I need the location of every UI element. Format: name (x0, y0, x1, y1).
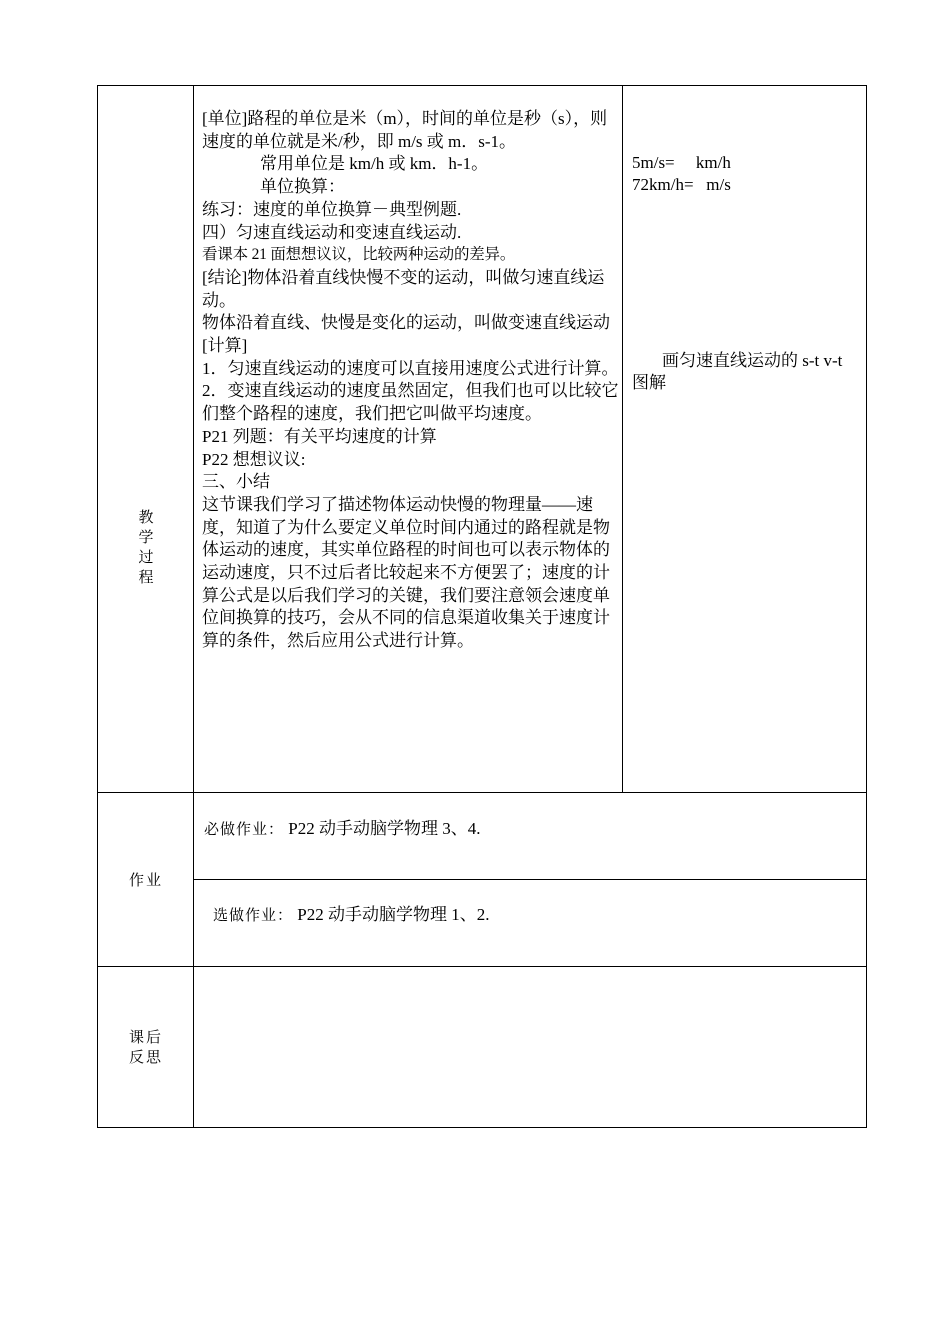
text-line: 1．匀速直线运动的速度可以直接用速度公式进行计算。 (202, 358, 619, 378)
conversion-line: 5m/s= km/h (632, 153, 731, 172)
required-homework-text: P22 动手动脑学物理 3、4. (288, 819, 481, 838)
text-line: P21 列题：有关平均速度的计算 (202, 426, 437, 446)
text-line: 四）匀速直线运动和变速直线运动. (202, 222, 462, 242)
process-label-char: 学 (138, 530, 154, 546)
reflection-label-line: 反思 (128, 1050, 163, 1066)
table-border-bottom (97, 1127, 867, 1128)
graph-note-text: 画匀速直线运动的 s-t v-t 图解 (632, 351, 843, 392)
process-main-content (202, 108, 620, 653)
text-line: [结论]物体沿着直线快慢不变的运动，叫做匀速直线运动。 (202, 267, 605, 310)
graph-note (632, 350, 862, 394)
table-border-left (97, 85, 98, 1128)
text-line: 单位换算： (260, 177, 345, 197)
row-divider-process-homework (97, 792, 867, 793)
required-homework-prefix: 必做作业： (204, 822, 285, 838)
table-border-top (97, 85, 867, 86)
unit-conversion-exercise (632, 152, 862, 196)
side-column-divider (622, 85, 623, 793)
text-line: P22 想想议议: (202, 449, 306, 469)
text-line: 物体沿着直线、快慢是变化的运动，叫做变速直线运动 (202, 313, 610, 333)
text-line: 三、小结 (202, 472, 270, 492)
process-label-char: 教 (138, 510, 154, 526)
homework-row-label (120, 871, 172, 891)
reflection-content-cell[interactable] (194, 967, 866, 1127)
text-line: 练习：速度的单位换算－典型例题. (202, 199, 462, 219)
row-divider-homework-inner (193, 879, 867, 880)
process-label-char: 程 (138, 570, 154, 586)
summary-paragraph: 这节课我们学习了描述物体运动快慢的物理量——速度，知道了为什么要定义单位时间内通过的路程就是物体运动的速度，其实单位路程的时间也可以表示物体的运动速度，只不过后者比较起来不方便罢了；速度的计算公式是以后我们学习的关键，我们要注意领会速度单位间换算的技巧，会从不同的信息渠道收集关于速度计算的条件，然后应用公式进行计算。 (202, 494, 610, 651)
text-line: [单位]路程的单位是米（m），时间的单位是秒（s），则速度的单位就是米/秒，即 m/s 或 m．s-1。 (202, 109, 608, 151)
reflection-label-line: 课后 (128, 1030, 163, 1046)
text-line: 2．变速直线运动的速度虽然固定，但我们也可以比较它们整个路程的速度，我们把它叫做平均速度。 (202, 381, 619, 424)
optional-homework-prefix: 选做作业： (213, 908, 294, 924)
process-row-label (136, 508, 156, 588)
text-line: 常用单位是 km/h 或 km．h-1。 (260, 154, 489, 174)
table-border-right (866, 85, 867, 1128)
optional-homework-text: P22 动手动脑学物理 1、2. (297, 905, 490, 924)
text-line: [计算] (202, 336, 248, 356)
reflection-row-label (120, 1028, 172, 1068)
required-homework (204, 818, 480, 841)
homework-label-text: 作业 (128, 873, 163, 889)
optional-homework (213, 904, 489, 927)
process-label-char: 过 (138, 550, 154, 566)
text-line: 看课本 21 面想想议议，比较两种运动的差异。 (202, 246, 516, 264)
conversion-line: 72km/h= m/s (632, 175, 731, 194)
